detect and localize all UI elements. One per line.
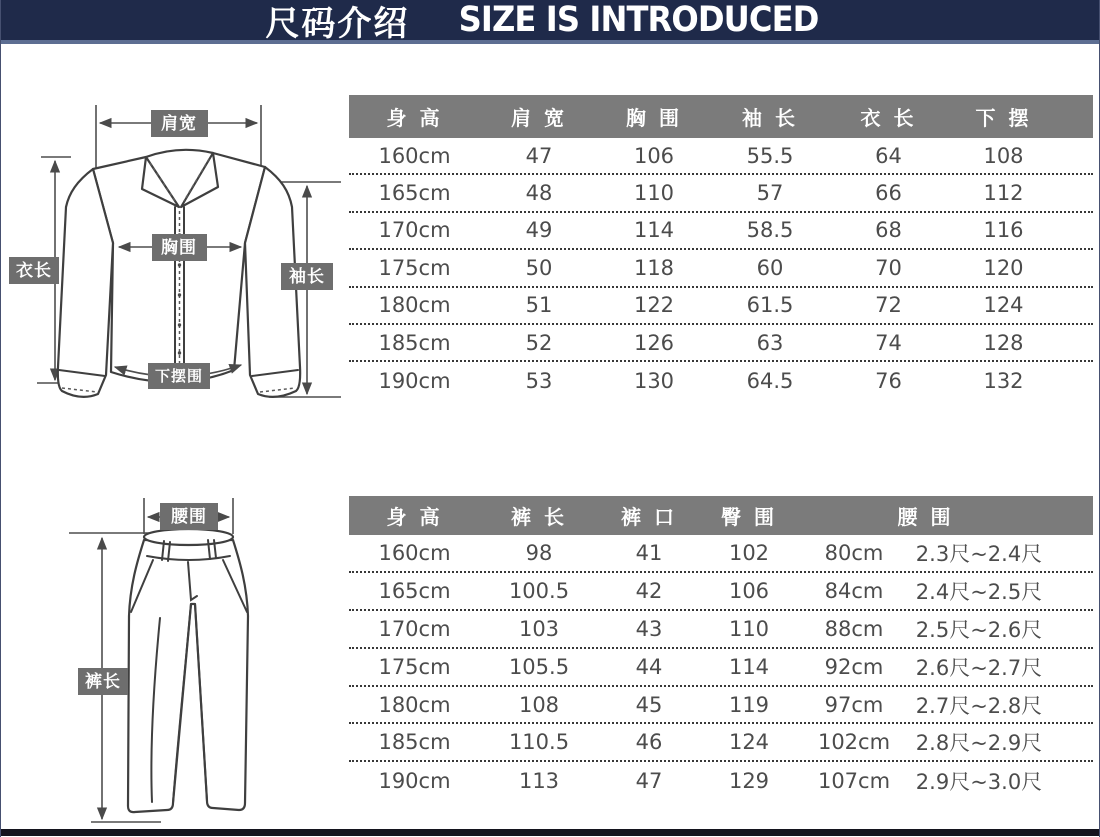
table-cell: 118 bbox=[633, 255, 675, 280]
table-cell: 116 bbox=[983, 218, 1024, 243]
table-cell: 108 bbox=[518, 692, 560, 717]
column-header-waist: 腰 围 bbox=[897, 505, 954, 529]
table-row bbox=[349, 288, 1093, 325]
column-header-length: 衣 长 bbox=[860, 106, 917, 130]
table-cell: 114 bbox=[728, 654, 770, 679]
svg-text:袖长: 袖长 bbox=[289, 267, 325, 287]
table-cell: 102cm bbox=[817, 730, 891, 755]
table-cell: 63 bbox=[756, 330, 784, 355]
table-cell: 128 bbox=[983, 330, 1024, 355]
bottom-divider bbox=[1, 829, 1099, 836]
table-row bbox=[349, 250, 1093, 287]
header-title-en: SIZE IS INTRODUCED bbox=[459, 0, 819, 40]
pants-size-table bbox=[349, 496, 1093, 800]
table-cell: 2.5尺~2.6尺 bbox=[915, 617, 1043, 642]
table-cell: 44 bbox=[635, 654, 663, 679]
table-cell: 72 bbox=[875, 293, 902, 318]
pants-diagram bbox=[1, 490, 346, 837]
table-cell: 119 bbox=[728, 692, 770, 717]
table-cell: 120 bbox=[983, 255, 1024, 280]
table-cell: 46 bbox=[635, 730, 663, 755]
table-cell: 66 bbox=[875, 181, 902, 206]
table-cell: 106 bbox=[633, 143, 675, 168]
header-title-zh: 尺码介绍 bbox=[265, 3, 410, 44]
pants-illustration bbox=[1, 490, 346, 837]
table-cell: 41 bbox=[635, 540, 663, 565]
table-cell: 132 bbox=[983, 369, 1024, 394]
table-cell: 2.6尺~2.7尺 bbox=[915, 655, 1043, 680]
svg-text:下摆围: 下摆围 bbox=[154, 367, 204, 385]
table-cell: 106 bbox=[728, 578, 770, 603]
table-cell: 190cm bbox=[378, 369, 451, 394]
table-cell: 45 bbox=[635, 692, 663, 717]
table-cell: 110.5 bbox=[508, 730, 570, 755]
table-cell: 68 bbox=[875, 218, 902, 243]
table-cell: 51 bbox=[525, 293, 553, 318]
shirt-diagram bbox=[1, 95, 346, 435]
table-cell: 64.5 bbox=[746, 369, 794, 394]
table-cell: 190cm bbox=[378, 769, 451, 794]
column-header-chest: 胸 围 bbox=[626, 106, 682, 130]
table-cell: 2.7尺~2.8尺 bbox=[915, 693, 1043, 718]
table-cell: 80cm bbox=[824, 540, 884, 565]
table-cell: 60 bbox=[756, 255, 784, 280]
pants-waist-opening bbox=[144, 529, 233, 545]
table-cell: 185cm bbox=[378, 330, 451, 355]
table-row bbox=[349, 573, 1093, 611]
table-row bbox=[349, 724, 1093, 762]
column-header-sleeve: 袖 长 bbox=[742, 106, 798, 130]
table-row bbox=[349, 213, 1093, 250]
table-cell: 50 bbox=[525, 255, 553, 280]
table-row bbox=[349, 535, 1093, 573]
table-cell: 126 bbox=[633, 330, 675, 355]
column-header-height: 身 高 bbox=[386, 106, 443, 130]
column-header-pants-length: 裤 长 bbox=[511, 505, 567, 529]
pants-table-header-row bbox=[349, 496, 1093, 535]
chest-label bbox=[152, 234, 207, 261]
column-header-hip: 臀 围 bbox=[721, 505, 777, 529]
table-cell: 47 bbox=[635, 769, 663, 794]
table-cell: 48 bbox=[525, 181, 553, 206]
pants-outline bbox=[128, 540, 248, 812]
table-cell: 165cm bbox=[378, 181, 451, 206]
shoulder-width-label bbox=[151, 110, 208, 137]
table-cell: 122 bbox=[633, 293, 675, 318]
table-cell: 92cm bbox=[824, 654, 884, 679]
shirt-size-table bbox=[349, 95, 1093, 400]
table-cell: 42 bbox=[635, 578, 663, 603]
table-cell: 103 bbox=[518, 616, 560, 641]
table-row bbox=[349, 611, 1093, 649]
table-row bbox=[349, 649, 1093, 687]
sleeve-length-label bbox=[281, 263, 333, 290]
table-cell: 102 bbox=[728, 540, 770, 565]
table-cell: 110 bbox=[633, 181, 675, 206]
shirt-table-header-row bbox=[349, 95, 1093, 138]
table-cell: 170cm bbox=[378, 616, 451, 641]
table-cell: 55.5 bbox=[746, 143, 794, 168]
table-row bbox=[349, 362, 1093, 399]
svg-text:胸围: 胸围 bbox=[161, 238, 197, 258]
table-cell: 124 bbox=[728, 730, 770, 755]
svg-text:裤长: 裤长 bbox=[85, 672, 121, 692]
table-row bbox=[349, 687, 1093, 725]
svg-text:肩宽: 肩宽 bbox=[161, 114, 197, 134]
table-cell: 74 bbox=[875, 330, 902, 355]
table-cell: 124 bbox=[983, 293, 1024, 318]
table-cell: 130 bbox=[633, 369, 675, 394]
table-cell: 88cm bbox=[824, 616, 884, 641]
table-cell: 43 bbox=[635, 616, 663, 641]
table-cell: 2.8尺~2.9尺 bbox=[915, 731, 1043, 756]
table-cell: 64 bbox=[875, 143, 902, 168]
table-cell: 52 bbox=[525, 330, 553, 355]
table-cell: 2.3尺~2.4尺 bbox=[915, 541, 1043, 566]
table-cell: 160cm bbox=[378, 540, 451, 565]
table-row bbox=[349, 762, 1093, 800]
table-cell: 180cm bbox=[378, 293, 451, 318]
page-header bbox=[1, 0, 1099, 44]
table-cell: 47 bbox=[525, 143, 553, 168]
waist-label bbox=[160, 503, 218, 530]
table-cell: 112 bbox=[983, 181, 1024, 206]
table-cell: 2.9尺~3.0尺 bbox=[915, 770, 1043, 795]
table-cell: 53 bbox=[525, 369, 553, 394]
table-row bbox=[349, 138, 1093, 175]
table-cell: 76 bbox=[875, 369, 902, 394]
table-cell: 100.5 bbox=[508, 578, 570, 603]
hem-label bbox=[148, 363, 210, 389]
column-header-height: 身 高 bbox=[386, 505, 443, 529]
table-cell: 185cm bbox=[378, 730, 451, 755]
table-cell: 180cm bbox=[378, 692, 451, 717]
shirt-table-body bbox=[349, 138, 1093, 400]
table-cell: 98 bbox=[525, 540, 553, 565]
table-cell: 114 bbox=[633, 218, 675, 243]
pants-length-label bbox=[78, 668, 128, 695]
table-cell: 129 bbox=[728, 769, 770, 794]
pants-table-body bbox=[349, 535, 1093, 800]
table-cell: 105.5 bbox=[508, 654, 570, 679]
table-cell: 160cm bbox=[378, 143, 451, 168]
svg-text:衣长: 衣长 bbox=[16, 261, 52, 281]
table-cell: 84cm bbox=[824, 578, 884, 603]
table-cell: 2.4尺~2.5尺 bbox=[915, 579, 1043, 604]
table-cell: 97cm bbox=[824, 692, 884, 717]
shirt-illustration bbox=[1, 95, 346, 435]
table-cell: 110 bbox=[728, 616, 770, 641]
table-cell: 61.5 bbox=[746, 293, 794, 318]
table-cell: 108 bbox=[983, 143, 1024, 168]
table-cell: 175cm bbox=[378, 255, 451, 280]
table-cell: 58.5 bbox=[746, 218, 794, 243]
table-cell: 57 bbox=[756, 181, 784, 206]
table-cell: 113 bbox=[518, 769, 560, 794]
table-row bbox=[349, 175, 1093, 212]
column-header-shoulder: 肩 宽 bbox=[511, 106, 567, 130]
table-cell: 70 bbox=[875, 255, 902, 280]
svg-text:腰围: 腰围 bbox=[171, 507, 207, 527]
garment-length-label bbox=[9, 257, 59, 284]
table-cell: 165cm bbox=[378, 578, 451, 603]
column-header-leg-opening: 裤 口 bbox=[621, 505, 677, 529]
table-cell: 170cm bbox=[378, 218, 451, 243]
table-cell: 175cm bbox=[378, 654, 451, 679]
table-cell: 107cm bbox=[817, 769, 891, 794]
column-header-hem: 下 摆 bbox=[975, 106, 1032, 130]
table-cell: 49 bbox=[525, 218, 553, 243]
table-row bbox=[349, 325, 1093, 362]
